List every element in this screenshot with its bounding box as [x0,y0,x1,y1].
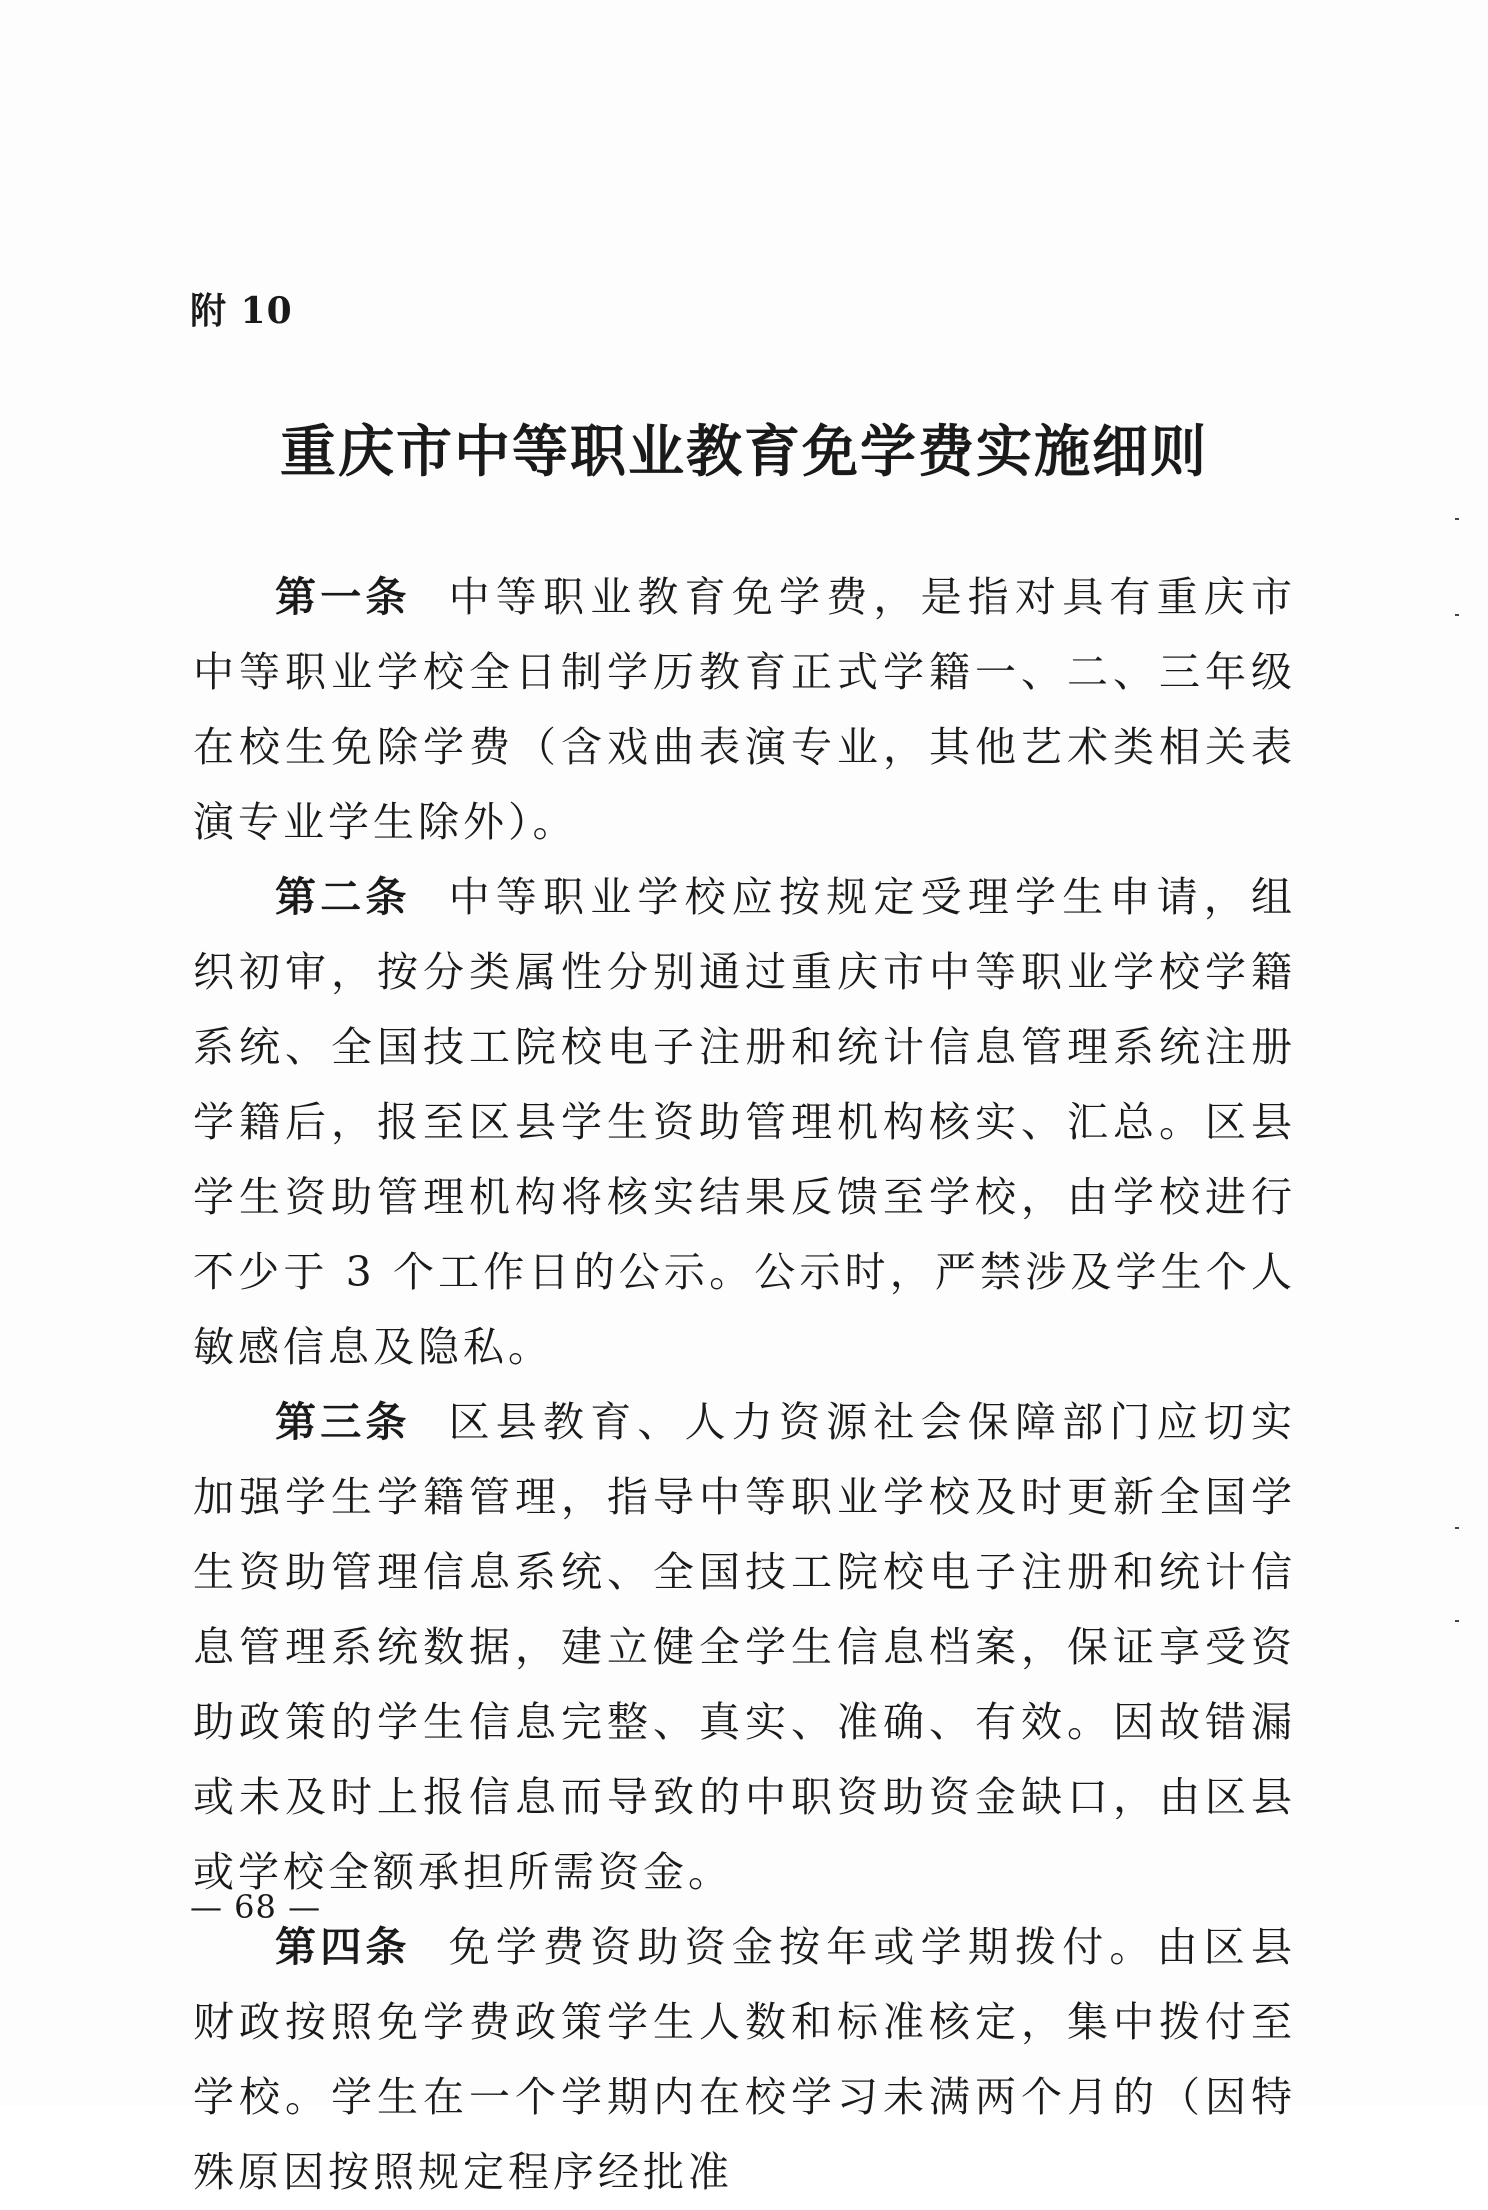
article-text: 免学费资助资金按年或学期拨付。由区县财政按照免学费政策学生人数和标准核定，集中拨付至学校。学生在一个学期内在校学习未满两个月的（因特殊原因按照规定程序经批准 [193,1923,1297,2196]
document-title: 重庆市中等职业教育免学费实施细则 [280,419,1208,485]
attachment-label: 附 10 [190,290,293,332]
article-label: 第二条 [275,873,411,921]
scan-mark [1455,1527,1459,1529]
scan-mark [1455,518,1459,520]
article-2 [193,860,1296,1385]
article-text: 区县教育、人力资源社会保障部门应切实加强学生学籍管理，指导中等职业学校及时更新全国学生资助管理信息系统、全国技工院校电子注册和统计信息管理系统数据，建立健全学生信息档案，保证享受资助政策的学生信息完整、真实、准确、有效。因故错漏或未及时上报信息而导致的中职资助资金缺口，由区县或学校全额承担所需资金。 [193,1398,1297,1896]
document-body [193,560,1296,2210]
article-1 [193,560,1296,860]
article-label: 第一条 [275,573,411,621]
article-text: 中等职业学校应按规定受理学生申请，组织初审，按分类属性分别通过重庆市中等职业学校学籍系统、全国技工院校电子注册和统计信息管理系统注册学籍后，报至区县学生资助管理机构核实、汇总。区县学生资助管理机构将核实结果反馈至学校，由学校进行不少于 3 个工作日的公示。公示时，严禁涉及学生个人敏感信息及隐私。 [193,873,1297,1371]
article-text: 中等职业教育免学费，是指对具有重庆市中等职业学校全日制学历教育正式学籍一、二、三年级在校生免除学费（含戏曲表演专业，其他艺术类相关表演专业学生除外）。 [193,573,1297,846]
page-number: — 68 — [190,1888,322,1926]
article-label: 第四条 [275,1923,411,1971]
article-4 [193,1910,1296,2210]
article-3 [193,1385,1296,1910]
article-label: 第三条 [275,1398,411,1446]
scan-mark [1455,614,1459,616]
scan-mark [1455,1620,1459,1622]
